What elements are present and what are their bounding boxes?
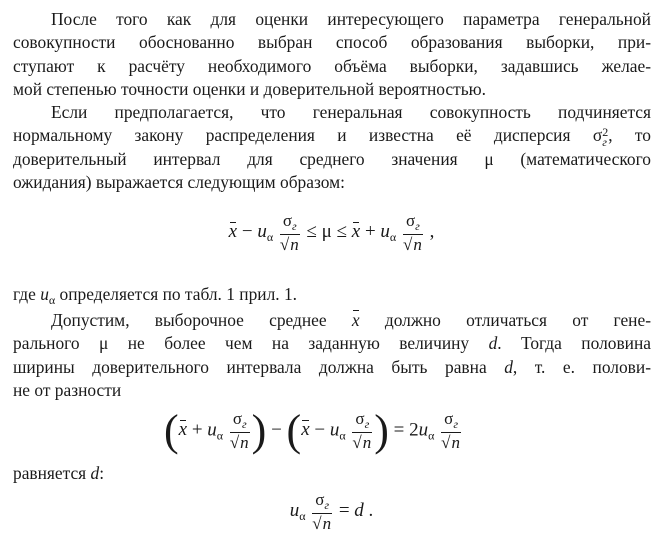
sqrt-icon: √: [229, 432, 240, 452]
numerator: [280, 212, 300, 235]
text-line: не от разности: [13, 379, 122, 400]
n-symbol: n: [290, 234, 299, 254]
subscript: г: [324, 498, 330, 512]
text-fragment: рального μ не более чем на заданную величину: [13, 333, 489, 354]
sqrt-icon: √: [352, 432, 362, 452]
numerator: [230, 410, 250, 433]
where-line: [13, 283, 297, 312]
sigma-symbol: σ: [355, 409, 365, 429]
denominator: [280, 235, 300, 254]
subscript: г: [453, 417, 459, 432]
inequality: ≤ μ ≤: [301, 221, 352, 243]
fraction: [441, 410, 461, 451]
text-fragment: Допустим, выборочное среднее: [51, 310, 352, 330]
text-fragment: равняется: [13, 463, 91, 483]
sqrt-icon: √: [441, 432, 451, 452]
text-fragment: ширины доверительного интервала должна быть равна: [13, 356, 505, 377]
fraction: [230, 410, 250, 451]
text-line: Если предполагается, что генеральная совокупность подчиняется: [51, 102, 651, 122]
text-fragment: где: [13, 284, 41, 304]
u-symbol: u: [289, 500, 300, 522]
text-line: доверительный интервал для среднего значения μ (математического: [13, 148, 651, 169]
alpha-subscript: α: [389, 230, 397, 245]
comma: ,: [424, 221, 435, 243]
paragraph-2: [13, 101, 651, 194]
text-line: ожидания) выражается следующим образом:: [13, 171, 345, 192]
equals-sign: =: [334, 500, 355, 522]
numerator: [312, 491, 332, 514]
x-bar: x: [352, 309, 360, 332]
subscript: г: [364, 417, 370, 432]
text-line: [13, 309, 651, 332]
sigma-symbol: σ: [444, 409, 454, 429]
text-fragment: . Тогда половина: [497, 333, 651, 354]
sigma-symbol: σ: [282, 211, 293, 230]
formula-result: [0, 491, 663, 532]
u-symbol: u: [40, 284, 49, 304]
subscript: г: [292, 219, 297, 233]
sqrt-icon: √: [312, 513, 322, 533]
u-symbol: u: [207, 419, 217, 441]
sigma-symbol: σ: [405, 211, 416, 230]
minus-sign: −: [237, 221, 258, 243]
x-bar: x: [301, 419, 310, 441]
sigma-symbol: σ: [592, 125, 603, 146]
alpha-subscript: α: [299, 509, 306, 524]
n-symbol: n: [451, 432, 461, 452]
denominator: [312, 514, 332, 533]
alpha-subscript: α: [216, 428, 224, 443]
sigma-squared: [592, 125, 609, 150]
numerator: [403, 212, 423, 235]
plus-sign: +: [187, 419, 208, 441]
text-line: совокупности обоснованно выбран способ образования выборки, при-: [13, 32, 651, 53]
paragraph-3: [13, 309, 651, 402]
denominator: [230, 433, 250, 452]
sqrt-icon: √: [402, 234, 413, 254]
n-symbol: n: [413, 234, 422, 254]
period: .: [363, 500, 374, 522]
subscript: г: [241, 417, 247, 432]
subscript: г: [415, 219, 420, 233]
n-symbol: n: [322, 513, 332, 533]
formula-confidence-interval: [0, 212, 663, 253]
text-line: ступают к расчёту необходимого объёма выборки, задавшись желае-: [13, 55, 651, 76]
d-symbol: d: [354, 500, 364, 522]
u-symbol: u: [257, 221, 267, 243]
right-paren: ): [374, 406, 389, 455]
fraction: [312, 491, 332, 532]
formula-half-width: [0, 406, 645, 455]
d-symbol: d: [90, 463, 100, 483]
denominator: [352, 433, 372, 452]
text-fragment: нормальному закону распределения и известна её дисперсия: [13, 125, 571, 146]
text-fragment: , т. е. полови-: [512, 356, 651, 377]
denominator: [441, 433, 461, 452]
alpha-subscript: α: [339, 428, 346, 443]
text-fragment: , то: [608, 125, 651, 146]
right-paren: ): [251, 406, 267, 455]
numerator: [352, 410, 372, 433]
sqrt-icon: √: [279, 234, 290, 254]
subscript: г: [602, 135, 607, 150]
x-bar: x: [351, 221, 361, 243]
text-line: [13, 332, 651, 355]
n-symbol: n: [240, 432, 249, 452]
superscript: 2: [602, 125, 609, 140]
u-symbol: u: [418, 419, 429, 441]
left-paren: (: [286, 406, 302, 455]
fraction: [280, 212, 300, 253]
alpha-subscript: α: [428, 428, 435, 443]
equals-line: [13, 462, 104, 485]
alpha-subscript: α: [48, 293, 56, 307]
fraction: [352, 410, 372, 451]
text-line: мой степенью точности оценки и доверительной вероятностью.: [13, 78, 487, 99]
colon: :: [99, 463, 105, 483]
paragraph-1: [13, 8, 651, 101]
d-symbol: d: [504, 356, 513, 377]
n-symbol: n: [362, 432, 372, 452]
plus-sign: +: [360, 221, 381, 243]
fraction: [403, 212, 423, 253]
text-line: [13, 124, 651, 150]
numerator: [441, 410, 461, 433]
left-paren: (: [163, 406, 179, 455]
x-bar: x: [178, 419, 188, 441]
minus-sign: −: [309, 419, 330, 441]
u-symbol: u: [380, 221, 390, 243]
text-fragment: определяется по табл. 1 прил. 1.: [55, 284, 298, 304]
text-fragment: должно отличаться от гене-: [359, 310, 651, 330]
u-symbol: u: [329, 419, 340, 441]
text-line: [13, 356, 651, 379]
alpha-subscript: α: [266, 230, 274, 245]
minus-sign: −: [266, 419, 287, 441]
equals-two: = 2: [388, 419, 419, 441]
text-line: После того как для оценки интересующего параметра генеральной: [51, 9, 651, 29]
denominator: [403, 235, 423, 254]
x-bar: x: [228, 221, 238, 243]
d-symbol: d: [488, 333, 498, 354]
sigma-symbol: σ: [315, 490, 325, 509]
sigma-symbol: σ: [232, 409, 242, 429]
